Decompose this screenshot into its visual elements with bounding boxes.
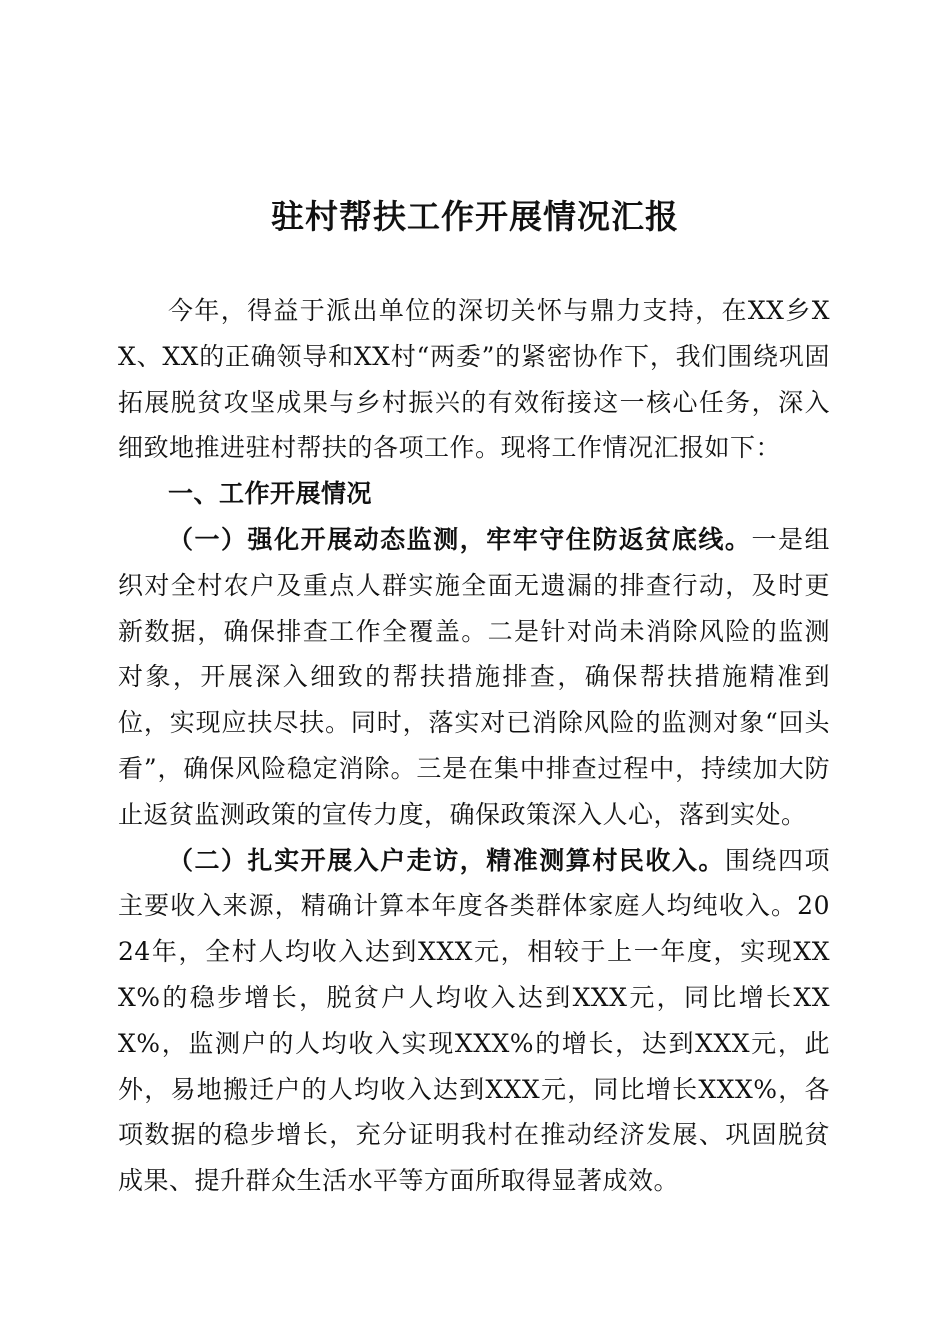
item-1-heading: （一）强化开展动态监测，牢牢守住防返贫底线。 (168, 524, 752, 554)
paragraph-item-1 (118, 517, 830, 838)
section-heading: 一、工作开展情况 (168, 479, 373, 509)
item-2-text: 围绕四项主要收入来源，精确计算本年度各类群体家庭人均纯收入。2024年，全村人均收入达到XXX元，相较于上一年度，实现XXX%的稳步增长，脱贫户人均收入达到XXX元，同比增长XXX%，监测户的人均收入实现XXX%的增长，达到XXX元，此外，易地搬迁户的人均收入达到XXX元，同比增长XXX%，各项数据的稳步增长，充分证明我村在推动经济发展、巩固脱贫成果、提升群众生活水平等方面所取得显著成效。 (118, 845, 830, 1196)
intro-paragraph: 今年，得益于派出单位的深切关怀与鼎力支持，在XX乡XX、XX的正确领导和XX村“两委”的紧密协作下，我们围绕巩固拓展脱贫攻坚成果与乡村振兴的有效衔接这一核心任务，深入细致地推进驻村帮扶的各项工作。现将工作情况汇报如下： (118, 296, 830, 463)
item-1-text: 一是组织对全村农户及重点人群实施全面无遗漏的排查行动，及时更新数据，确保排查工作全覆盖。二是针对尚未消除风险的监测对象，开展深入细致的帮扶措施排查，确保帮扶措施精准到位，实现应扶尽扶。同时，落实对已消除风险的监测对象“回头看”，确保风险稳定消除。三是在集中排查过程中，持续加大防止返贫监测政策的宣传力度，确保政策深入人心，落到实处。 (118, 524, 830, 829)
document-body (118, 288, 830, 1204)
item-2-heading: （二）扎实开展入户走访，精准测算村民收入。 (168, 845, 725, 875)
document-title: 驻村帮扶工作开展情况汇报 (271, 197, 679, 236)
paragraph-item-2 (118, 838, 830, 1204)
